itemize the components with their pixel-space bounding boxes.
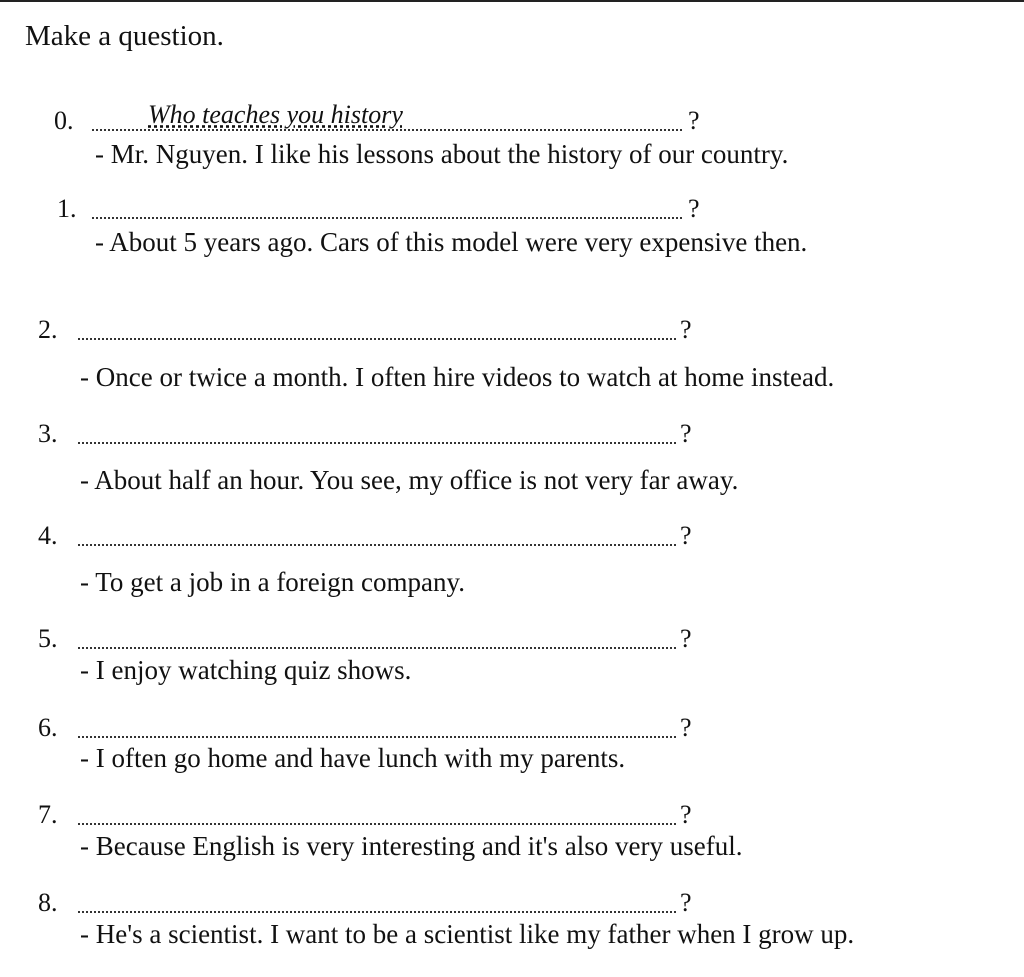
item-number: 6. bbox=[38, 713, 58, 742]
question-mark: ? bbox=[688, 194, 700, 223]
question-line bbox=[0, 705, 1024, 745]
answer-text: - I often go home and have lunch with my parents. bbox=[80, 743, 626, 773]
top-border bbox=[0, 0, 1024, 2]
item-number: 5. bbox=[38, 624, 58, 653]
question-mark: ? bbox=[680, 521, 692, 550]
question-item-5 bbox=[0, 616, 1024, 711]
question-line bbox=[0, 616, 1024, 656]
question-item-1 bbox=[0, 186, 1024, 281]
question-mark: ? bbox=[680, 800, 692, 829]
question-item-2 bbox=[0, 307, 1024, 402]
answer-blank[interactable] bbox=[92, 194, 682, 219]
question-item-4 bbox=[0, 513, 1024, 608]
answer-text: - Mr. Nguyen. I like his lessons about the history of our country. bbox=[95, 139, 789, 169]
answer-text: - Because English is very interesting and it's also very useful. bbox=[80, 831, 743, 861]
answer-text: - Once or twice a month. I often hire videos to watch at home instead. bbox=[80, 362, 835, 392]
answer-blank[interactable] bbox=[78, 315, 676, 340]
answer-blank[interactable] bbox=[78, 419, 676, 444]
item-number: 0. bbox=[54, 106, 74, 135]
answer-blank[interactable] bbox=[78, 624, 676, 649]
question-line bbox=[0, 307, 1024, 347]
item-number: 8. bbox=[38, 888, 58, 917]
item-number: 1. bbox=[57, 194, 77, 223]
answer-blank[interactable] bbox=[78, 800, 676, 825]
question-item-8 bbox=[0, 880, 1024, 975]
page-title: Make a question. bbox=[25, 20, 224, 52]
answer-text: - He's a scientist. I want to be a scientist like my father when I grow up. bbox=[80, 919, 855, 949]
question-item-3 bbox=[0, 411, 1024, 506]
item-number: 3. bbox=[38, 419, 58, 448]
answer-text: - To get a job in a foreign company. bbox=[80, 567, 466, 597]
item-number: 4. bbox=[38, 521, 58, 550]
answer-text: - About 5 years ago. Cars of this model were very expensive then. bbox=[95, 227, 808, 257]
answer-blank[interactable] bbox=[78, 521, 676, 546]
question-mark: ? bbox=[680, 888, 692, 917]
filled-question: Who teaches you history bbox=[148, 100, 403, 129]
question-line bbox=[0, 98, 1024, 138]
question-mark: ? bbox=[680, 419, 692, 448]
question-item-0 bbox=[0, 98, 1024, 193]
question-mark: ? bbox=[680, 713, 692, 742]
question-mark: ? bbox=[688, 106, 700, 135]
question-mark: ? bbox=[680, 315, 692, 344]
item-number: 7. bbox=[38, 800, 58, 829]
answer-text: - About half an hour. You see, my office is not very far away. bbox=[80, 465, 739, 495]
question-item-7 bbox=[0, 792, 1024, 887]
answer-text: - I enjoy watching quiz shows. bbox=[80, 655, 412, 685]
question-line bbox=[0, 411, 1024, 451]
question-line bbox=[0, 792, 1024, 832]
question-item-6 bbox=[0, 705, 1024, 800]
question-mark: ? bbox=[680, 624, 692, 653]
question-line bbox=[0, 513, 1024, 553]
answer-blank[interactable] bbox=[78, 713, 676, 738]
answer-blank[interactable] bbox=[78, 888, 676, 913]
question-line bbox=[0, 186, 1024, 226]
item-number: 2. bbox=[38, 315, 58, 344]
question-line bbox=[0, 880, 1024, 920]
